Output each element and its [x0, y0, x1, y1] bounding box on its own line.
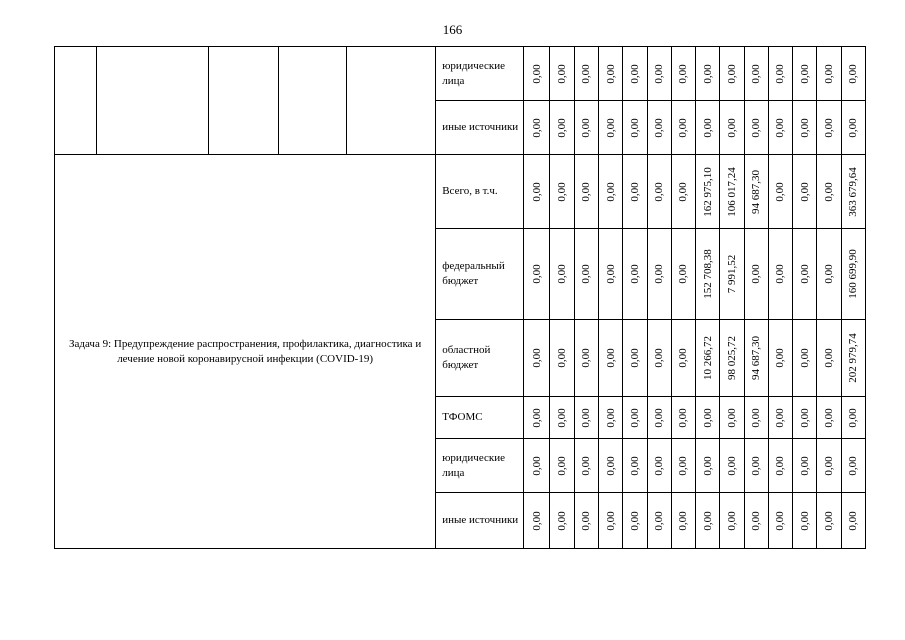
value-cell [793, 47, 817, 101]
value-text: 0,00 [556, 63, 569, 84]
value-cell [524, 155, 550, 229]
value-text: 0,00 [530, 181, 543, 202]
value-cell [720, 493, 744, 549]
value-cell [696, 397, 720, 439]
value-text: 0,00 [580, 264, 593, 284]
value-cell [744, 229, 768, 320]
value-cell [671, 47, 695, 101]
value-cell [550, 155, 574, 229]
value-text: 0,00 [725, 510, 738, 531]
value-text: 0,00 [823, 455, 836, 476]
value-cell [623, 493, 647, 549]
value-cell [817, 320, 841, 397]
value-cell [550, 439, 574, 493]
budget-table [54, 46, 866, 549]
value-cell [696, 493, 720, 549]
value-cell [671, 439, 695, 493]
value-cell [599, 493, 623, 549]
value-text: 94 687,30 [750, 336, 763, 380]
value-text: 0,00 [823, 348, 836, 368]
value-text: 0,00 [580, 117, 593, 138]
value-text: 0,00 [556, 264, 569, 284]
value-cell [841, 101, 865, 155]
funding-source-label: федеральный бюджет [436, 229, 524, 320]
value-text: 0,00 [823, 117, 836, 138]
value-text: 0,00 [530, 455, 543, 476]
value-cell [793, 101, 817, 155]
value-cell [550, 493, 574, 549]
funding-source-label: иные источники [436, 101, 524, 155]
value-cell [841, 47, 865, 101]
value-text: 0,00 [628, 181, 641, 202]
value-cell [671, 397, 695, 439]
value-text: 0,00 [701, 63, 714, 84]
value-text: 0,00 [580, 510, 593, 531]
value-text: 0,00 [701, 117, 714, 138]
empty-cell [347, 47, 436, 155]
value-cell [841, 493, 865, 549]
value-text: 0,00 [798, 181, 811, 202]
value-text: 0,00 [653, 117, 666, 138]
value-text: 160 699,90 [847, 249, 860, 299]
value-text: 0,00 [556, 117, 569, 138]
value-cell [768, 155, 792, 229]
value-text: 0,00 [556, 407, 569, 428]
value-cell [623, 155, 647, 229]
value-text: 162 975,10 [701, 166, 714, 217]
value-text: 106 017,24 [725, 166, 738, 217]
value-text: 0,00 [823, 181, 836, 202]
value-cell [841, 397, 865, 439]
value-cell [574, 229, 598, 320]
value-cell [768, 101, 792, 155]
funding-source-label: юридические лица [436, 439, 524, 493]
value-cell [574, 320, 598, 397]
value-text: 0,00 [750, 264, 763, 284]
value-cell [623, 397, 647, 439]
value-text: 10 266,72 [701, 336, 714, 380]
value-cell [524, 493, 550, 549]
value-text: 0,00 [580, 63, 593, 84]
value-text: 0,00 [628, 63, 641, 84]
value-cell [647, 493, 671, 549]
value-cell [647, 320, 671, 397]
value-cell [744, 155, 768, 229]
value-cell [720, 397, 744, 439]
funding-source-label: Всего, в т.ч. [436, 155, 524, 229]
value-cell [817, 47, 841, 101]
page-number: 166 [442, 22, 463, 37]
value-cell [550, 101, 574, 155]
value-text: 0,00 [677, 181, 690, 202]
value-cell [696, 320, 720, 397]
value-cell [841, 229, 865, 320]
value-text: 0,00 [530, 510, 543, 531]
value-text: 0,00 [750, 455, 763, 476]
value-cell [817, 439, 841, 493]
value-cell [671, 229, 695, 320]
value-text: 0,00 [556, 348, 569, 368]
value-text: 0,00 [580, 348, 593, 368]
value-text: 0,00 [530, 264, 543, 284]
value-cell [574, 397, 598, 439]
value-text: 202 979,74 [847, 333, 860, 383]
value-text: 152 708,38 [701, 249, 714, 299]
value-text: 0,00 [677, 117, 690, 138]
value-cell [793, 397, 817, 439]
value-cell [671, 493, 695, 549]
value-text: 0,00 [701, 455, 714, 476]
value-text: 0,00 [677, 348, 690, 368]
task-title: Задача 9: Предупреждение распространения, профилактика, диагностика и лечение новой коронавирусной инфекции (COVID-19) [55, 155, 436, 549]
value-text: 94 687,30 [750, 169, 763, 214]
value-text: 0,00 [823, 407, 836, 428]
value-cell [647, 229, 671, 320]
value-cell [671, 320, 695, 397]
value-cell [768, 320, 792, 397]
empty-cell [208, 47, 279, 155]
value-text: 363 679,64 [847, 166, 860, 217]
value-text: 0,00 [774, 63, 787, 84]
value-text: 0,00 [847, 63, 860, 84]
funding-source-label: областной бюджет [436, 320, 524, 397]
value-cell [720, 229, 744, 320]
value-text: 0,00 [798, 348, 811, 368]
value-text: 0,00 [725, 407, 738, 428]
value-cell [574, 101, 598, 155]
value-text: 0,00 [798, 63, 811, 84]
value-cell [768, 439, 792, 493]
value-text: 0,00 [774, 510, 787, 531]
value-text: 0,00 [823, 63, 836, 84]
value-text: 0,00 [725, 455, 738, 476]
table-row [55, 47, 866, 101]
value-cell [793, 155, 817, 229]
value-text: 0,00 [725, 63, 738, 84]
value-text: 0,00 [604, 348, 617, 368]
value-cell [841, 320, 865, 397]
table-row [55, 155, 866, 229]
value-cell [524, 47, 550, 101]
value-cell [793, 320, 817, 397]
value-cell [623, 229, 647, 320]
funding-source-label: ТФОМС [436, 397, 524, 439]
value-text: 0,00 [580, 407, 593, 428]
value-text: 0,00 [580, 181, 593, 202]
value-cell [550, 229, 574, 320]
value-text: 0,00 [604, 63, 617, 84]
value-cell [841, 439, 865, 493]
value-cell [599, 320, 623, 397]
value-text: 0,00 [823, 264, 836, 284]
value-text: 0,00 [847, 510, 860, 531]
value-text: 0,00 [847, 407, 860, 428]
value-text: 0,00 [653, 264, 666, 284]
value-cell [744, 320, 768, 397]
value-text: 0,00 [530, 63, 543, 84]
value-cell [720, 101, 744, 155]
value-cell [524, 229, 550, 320]
empty-cell [279, 47, 347, 155]
value-cell [720, 155, 744, 229]
value-text: 0,00 [677, 407, 690, 428]
value-text: 0,00 [628, 117, 641, 138]
value-cell [599, 47, 623, 101]
value-cell [841, 155, 865, 229]
value-text: 0,00 [677, 63, 690, 84]
value-cell [696, 439, 720, 493]
value-text: 0,00 [653, 510, 666, 531]
value-text: 0,00 [530, 407, 543, 428]
value-text: 0,00 [677, 455, 690, 476]
value-cell [793, 229, 817, 320]
value-cell [744, 47, 768, 101]
value-text: 0,00 [798, 264, 811, 284]
value-text: 0,00 [653, 348, 666, 368]
value-text: 0,00 [677, 264, 690, 284]
value-cell [550, 320, 574, 397]
value-cell [524, 320, 550, 397]
value-cell [647, 47, 671, 101]
value-cell [524, 397, 550, 439]
value-cell [647, 397, 671, 439]
value-text: 0,00 [677, 510, 690, 531]
value-cell [524, 439, 550, 493]
value-cell [696, 229, 720, 320]
value-text: 0,00 [580, 455, 593, 476]
value-text: 0,00 [653, 407, 666, 428]
value-text: 0,00 [774, 264, 787, 284]
value-cell [599, 439, 623, 493]
value-text: 0,00 [653, 63, 666, 84]
value-text: 0,00 [823, 510, 836, 531]
funding-source-label: иные источники [436, 493, 524, 549]
value-cell [524, 101, 550, 155]
value-text: 0,00 [530, 117, 543, 138]
value-cell [574, 493, 598, 549]
value-cell [768, 493, 792, 549]
value-cell [720, 320, 744, 397]
value-text: 0,00 [725, 117, 738, 138]
value-cell [696, 155, 720, 229]
value-text: 0,00 [653, 181, 666, 202]
value-text: 0,00 [530, 348, 543, 368]
value-text: 0,00 [774, 455, 787, 476]
value-text: 0,00 [653, 455, 666, 476]
value-cell [768, 47, 792, 101]
value-text: 0,00 [798, 117, 811, 138]
value-text: 0,00 [628, 264, 641, 284]
value-text: 0,00 [604, 510, 617, 531]
value-text: 0,00 [847, 117, 860, 138]
value-text: 0,00 [750, 510, 763, 531]
value-cell [793, 439, 817, 493]
value-cell [599, 397, 623, 439]
value-text: 0,00 [750, 117, 763, 138]
value-text: 0,00 [847, 455, 860, 476]
value-cell [550, 47, 574, 101]
value-cell [671, 155, 695, 229]
value-cell [647, 439, 671, 493]
value-cell [574, 439, 598, 493]
value-cell [817, 155, 841, 229]
value-text: 0,00 [604, 264, 617, 284]
value-cell [768, 229, 792, 320]
value-cell [817, 397, 841, 439]
value-cell [623, 320, 647, 397]
value-cell [817, 493, 841, 549]
value-text: 0,00 [604, 407, 617, 428]
value-text: 0,00 [628, 510, 641, 531]
value-cell [744, 493, 768, 549]
value-cell [574, 155, 598, 229]
value-text: 0,00 [750, 63, 763, 84]
value-cell [647, 101, 671, 155]
value-cell [599, 229, 623, 320]
value-cell [647, 155, 671, 229]
value-cell [623, 101, 647, 155]
value-cell [550, 397, 574, 439]
value-cell [599, 155, 623, 229]
value-text: 7 991,52 [725, 254, 738, 294]
value-text: 0,00 [628, 455, 641, 476]
value-text: 0,00 [798, 510, 811, 531]
value-text: 0,00 [774, 348, 787, 368]
value-cell [793, 493, 817, 549]
value-cell [720, 47, 744, 101]
value-cell [599, 101, 623, 155]
value-text: 0,00 [750, 407, 763, 428]
value-text: 0,00 [774, 117, 787, 138]
value-cell [696, 47, 720, 101]
value-text: 0,00 [556, 181, 569, 202]
value-text: 98 025,72 [725, 336, 738, 380]
value-text: 0,00 [701, 510, 714, 531]
empty-cell [97, 47, 208, 155]
value-cell [744, 397, 768, 439]
funding-source-label: юридические лица [436, 47, 524, 101]
value-text: 0,00 [798, 407, 811, 428]
value-text: 0,00 [604, 117, 617, 138]
value-text: 0,00 [604, 181, 617, 202]
value-text: 0,00 [628, 407, 641, 428]
value-cell [623, 439, 647, 493]
value-cell [623, 47, 647, 101]
value-text: 0,00 [556, 510, 569, 531]
value-cell [696, 101, 720, 155]
value-text: 0,00 [604, 455, 617, 476]
value-cell [768, 397, 792, 439]
value-cell [574, 47, 598, 101]
empty-cell [55, 47, 97, 155]
value-cell [720, 439, 744, 493]
value-text: 0,00 [701, 407, 714, 428]
value-cell [817, 229, 841, 320]
value-text: 0,00 [774, 181, 787, 202]
value-cell [744, 101, 768, 155]
value-cell [744, 439, 768, 493]
value-cell [817, 101, 841, 155]
value-text: 0,00 [774, 407, 787, 428]
value-text: 0,00 [798, 455, 811, 476]
value-text: 0,00 [628, 348, 641, 368]
value-text: 0,00 [556, 455, 569, 476]
value-cell [671, 101, 695, 155]
